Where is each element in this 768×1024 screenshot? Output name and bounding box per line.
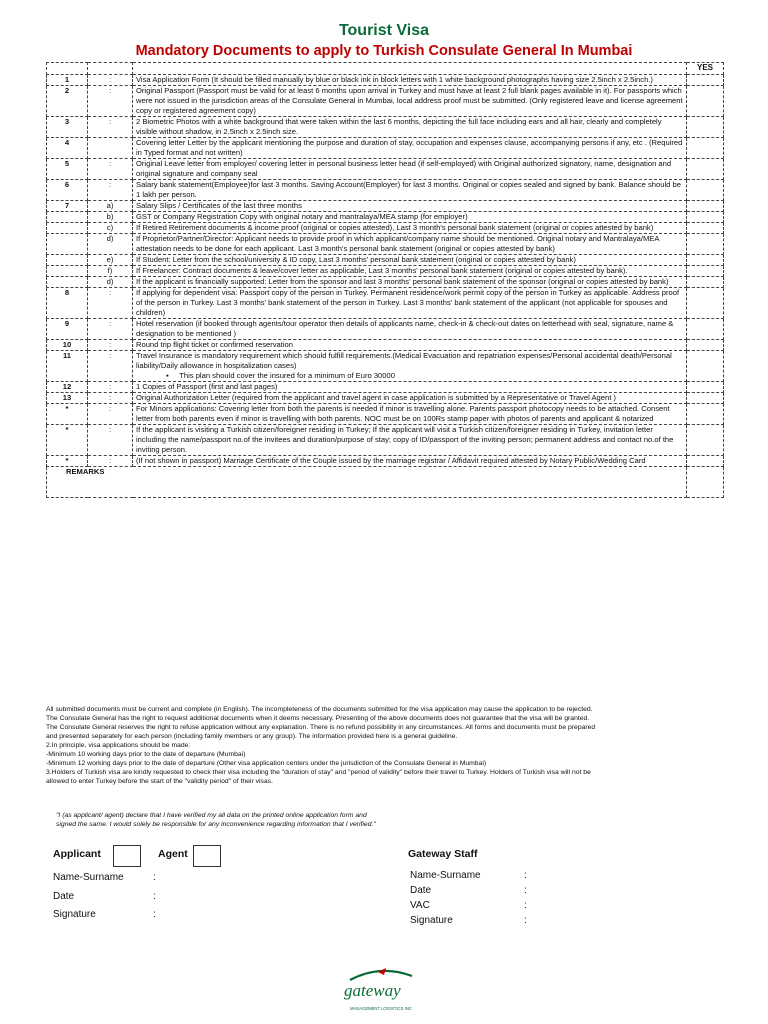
- row-number: [47, 276, 88, 287]
- gateway-logo: [320, 966, 440, 1016]
- note-line: allowed to enter Turkey before the start of the "validity period" of their visas.: [46, 777, 273, 785]
- requirement-text: If the applicant is financially supported: Letter from the sponsor and last 3 months' personal bank statement of the sponsor (original or copies attested by bank): [136, 276, 669, 286]
- requirement-text: 1 Copies of Passport (first and last pages): [136, 382, 278, 391]
- yes-checkbox-cell[interactable]: [687, 74, 724, 85]
- row-number: *: [47, 404, 88, 425]
- table-row: [47, 318, 724, 339]
- row-sub-index: f): [88, 265, 133, 276]
- table-row: [47, 276, 724, 287]
- remarks-label: REMARKS: [66, 467, 105, 477]
- requirement-text: If Retired Retirement documents & income proof (original or copies attested), Last 3 month's personal bank statement (original or copies attested by bank): [136, 222, 654, 232]
- row-sub-index: :: [88, 158, 133, 179]
- yes-checkbox-cell[interactable]: [687, 276, 724, 287]
- yes-checkbox-cell[interactable]: [687, 425, 724, 456]
- requirement-text: If Student: Letter from the school/university & ID copy, Last 3 months' personal bank statement (original or copies attested by bank): [136, 254, 576, 264]
- requirement-text: Visa Application Form (It should be filled manually by blue or black ink in block letters with 1 white background photographs having size 2.5inch x 2.5inch.): [136, 74, 653, 84]
- row-number: 11: [47, 350, 88, 381]
- row-number: [47, 233, 88, 254]
- row-sub-index: :: [88, 456, 133, 467]
- yes-checkbox-cell[interactable]: [687, 85, 724, 116]
- table-row: [47, 254, 724, 265]
- staff-name-surname-label: Name-Surname: [410, 870, 481, 881]
- requirement-text: Covering letter Letter by the applicant mentioning the purpose and duration of stay, occupation and expenses clause, accompanying persons if any, etc . (Required in Typed format and not written): [136, 137, 683, 157]
- table-row: [47, 137, 724, 158]
- table-row: [47, 265, 724, 276]
- colon: :: [153, 909, 156, 920]
- requirement-text: Salary bank statement(Employee)for last 3 months. Saving Account(Employer) for last 3 months. Original or copies sealed and signed by bank. Balance should be 1 lakh per person.: [136, 179, 681, 199]
- row-sub-index: :: [88, 425, 133, 456]
- yes-column-header: YES: [687, 63, 724, 75]
- row-requirement-text: [133, 222, 687, 233]
- staff-date-label: Date: [410, 885, 432, 896]
- row-sub-index: :: [88, 287, 133, 318]
- table-row: [47, 116, 724, 137]
- note-line: The Consulate General reserves the right to refuse application without any explanation. There is no refund possibility in any circumstances. All forms and documents must be prepared: [46, 723, 596, 731]
- yes-checkbox-cell[interactable]: [687, 137, 724, 158]
- table-row: [47, 158, 724, 179]
- row-requirement-text: [133, 233, 687, 254]
- row-requirement-text: [133, 339, 687, 350]
- yes-checkbox-cell[interactable]: [687, 404, 724, 425]
- yes-checkbox-cell[interactable]: [687, 179, 724, 200]
- note-line: -Minimum 12 working days prior to the date of departure (Other visa application centers under the jurisdiction of the Consulate General in Mumbai): [46, 759, 487, 767]
- table-row: [47, 222, 724, 233]
- yes-checkbox-cell[interactable]: [687, 393, 724, 404]
- requirement-text: Travel Insurance is mandatory requirement which should fulfill requirements.(Medical Evacuation and repatriation expenses/Personal accidental death/Personal liability/Daily allowance in hospitalization cases): [136, 350, 672, 370]
- row-requirement-text: [133, 74, 687, 85]
- bullet-text: This plan should cover the insured for a minimum of Euro 30000: [179, 370, 395, 380]
- requirement-text: If Freelancer: Contract documents & leave/cover letter as applicable, Last 3 months' personal bank statement (original or copies attested by bank).: [136, 265, 628, 275]
- row-sub-index: c): [88, 222, 133, 233]
- requirement-text: For Minors applications: Covering letter from both the parents is needed if minor is travelling alone. Parents passport photocopy needs to be attached. Consent letter from both parents even if minor is travelling with both parents. NOC must be on 100Rs stamp paper with photos of parents and applicant & notarized: [136, 404, 670, 424]
- note-line: All submitted documents must be current and complete (in English). The incompleteness of the documents submitted for the visa application may cause the application to be rejected.: [46, 706, 593, 713]
- remarks-row: [47, 467, 724, 498]
- row-number: 8: [47, 287, 88, 318]
- row-sub-index: :: [88, 179, 133, 200]
- row-sub-index: :: [88, 350, 133, 381]
- agent-checkbox[interactable]: [193, 845, 221, 867]
- table-row: [47, 339, 724, 350]
- table-row: [47, 211, 724, 222]
- row-number: *: [47, 456, 88, 467]
- row-requirement-text: [133, 85, 687, 116]
- page-subtitle: Mandatory Documents to apply to Turkish Consulate General In Mumbai: [135, 43, 633, 59]
- row-requirement-text: [133, 350, 687, 381]
- yes-checkbox-cell[interactable]: [687, 339, 724, 350]
- table-row: [47, 350, 724, 381]
- row-requirement-text: [133, 179, 687, 200]
- remarks-field[interactable]: [47, 467, 687, 498]
- table-row: [47, 233, 724, 254]
- note-line: 2.In principle, visa applications should be made:: [46, 741, 191, 749]
- applicant-date-label: Date: [53, 891, 75, 902]
- requirement-text: Original Authorization Letter (required from the applicant and travel agent in case application is submitted by a Representative or Travel Agent ): [136, 393, 616, 403]
- requirement-text: Hotel reservation (if booked through agents/tour operator then details of applicants name, check-in & check-out dates on letterhead with seal, signature, name & designation to be mentioned ): [136, 318, 674, 338]
- row-requirement-text: [133, 287, 687, 318]
- colon: :: [153, 872, 156, 883]
- colon: :: [524, 870, 527, 881]
- staff-signature-label: Signature: [410, 915, 453, 926]
- row-number: 7: [47, 200, 88, 211]
- yes-checkbox-cell[interactable]: [687, 254, 724, 265]
- staff-vac-label: VAC: [410, 900, 430, 911]
- row-number: 6: [47, 179, 88, 200]
- yes-checkbox-cell[interactable]: [687, 200, 724, 211]
- table-row: [47, 85, 724, 116]
- row-requirement-text: [133, 318, 687, 339]
- row-sub-index: :: [88, 74, 133, 85]
- row-sub-index: :: [88, 318, 133, 339]
- yes-checkbox-cell[interactable]: [687, 318, 724, 339]
- yes-checkbox-cell[interactable]: [687, 211, 724, 222]
- table-row: [47, 74, 724, 85]
- row-requirement-text: [133, 254, 687, 265]
- row-number: 13: [47, 393, 88, 404]
- logo-tagline: MANAGEMENT LOGISTICS INC: [350, 1006, 412, 1011]
- row-number: 3: [47, 116, 88, 137]
- row-sub-index: :: [88, 116, 133, 137]
- requirement-text: GST or Company Registration Copy with original notary and mantralaya/MEA stamp (for employer): [136, 211, 468, 221]
- row-sub-index: :: [88, 382, 133, 393]
- row-number: 1: [47, 74, 88, 85]
- yes-checkbox-cell[interactable]: [687, 265, 724, 276]
- row-number: 10: [47, 339, 88, 350]
- requirement-bullet: [136, 371, 683, 381]
- yes-checkbox-cell[interactable]: [687, 287, 724, 318]
- table-row: [47, 200, 724, 211]
- row-requirement-text: [133, 211, 687, 222]
- row-requirement-text: [133, 265, 687, 276]
- row-requirement-text: [133, 425, 687, 456]
- yes-checkbox-cell[interactable]: [687, 350, 724, 381]
- applicant-name-surname-label: Name-Surname: [53, 872, 124, 883]
- notes-section: [46, 706, 722, 787]
- row-number: 2: [47, 85, 88, 116]
- row-requirement-text: [133, 276, 687, 287]
- requirement-text: If the applicant is visiting a Turkish citizen/foreigner residing in Turkey; If the applicant will visit a Turkish citizen/foreigner residing in Turkey, invitation letter including the name/passport no.of the invitees and duration/purpose of stay; copy of ID/passport of the inviting person; permanent address and contact no.of the inviting person.: [136, 425, 674, 455]
- row-number: 12: [47, 382, 88, 393]
- requirement-text: Salary Slips / Certificates of the last three months: [136, 200, 302, 210]
- yes-checkbox-cell[interactable]: [687, 233, 724, 254]
- yes-checkbox-cell[interactable]: [687, 222, 724, 233]
- table-row: [47, 179, 724, 200]
- row-requirement-text: [133, 200, 687, 211]
- row-number: 5: [47, 158, 88, 179]
- row-sub-index: d): [88, 276, 133, 287]
- agent-label: Agent: [158, 848, 188, 860]
- requirements-table: [46, 62, 724, 498]
- applicant-checkbox[interactable]: [113, 845, 141, 867]
- page-title: Tourist Visa: [338, 22, 430, 39]
- row-number: 9: [47, 318, 88, 339]
- row-requirement-text: [133, 404, 687, 425]
- row-requirement-text: [133, 382, 687, 393]
- table-row: [47, 456, 724, 467]
- table-row: [47, 393, 724, 404]
- applicant-signature-label: Signature: [53, 909, 96, 920]
- row-number: 4: [47, 137, 88, 158]
- requirement-text: If Proprietor/Partner/Director: Applicant needs to provide proof in which applicant/company name should be mentioned. Original notary and Mantralaya/MEA attestation needs to be done for each applicant. Last 3 month's personal bank statement (original or copies attested by bank): [136, 233, 659, 253]
- row-sub-index: [88, 137, 133, 158]
- applicant-label: Applicant: [53, 848, 101, 860]
- row-sub-index: b): [88, 211, 133, 222]
- row-requirement-text: [133, 393, 687, 404]
- table-row: [47, 425, 724, 456]
- requirement-text: Original Leave letter from employer/ covering letter in personal business letter head (if self-employed) with Original authorized signatory, name, designation and original signature and company seal: [136, 158, 672, 178]
- row-requirement-text: [133, 137, 687, 158]
- yes-checkbox-cell[interactable]: [687, 158, 724, 179]
- row-sub-index: e): [88, 254, 133, 265]
- yes-checkbox-cell[interactable]: [687, 382, 724, 393]
- row-requirement-text: [133, 158, 687, 179]
- requirement-text: If applying for dependent visa: Passport copy of the person in Turkey. Permanent residence/work permit copy of the person in Turkey as applicable. Address proof of the person in Turkey. Last 3 months' bank statement of the person in Turkey. Last 3 months' bank statement of the applicant (not applicable for spouses and children): [136, 287, 680, 317]
- row-number: [47, 222, 88, 233]
- note-line: The Consulate General has the right to request additional documents when it deems necessary. Presenting of the above documents does not guarantee that the visa will be granted.: [46, 714, 590, 722]
- note-line: -Minimum 10 working days prior to the date of departure (Mumbai): [46, 750, 246, 758]
- note-line: 3.Holders of Turkish visa are kindly requested to check their visa including the "duration of stay" and "period of validity" before their travel to Turkey. Holders of Turkish visa will not be: [46, 768, 591, 776]
- declaration-text: "I (as applicant/ agent) declare that I have verified my all data on the printed online application form and signed the same. I would solely be responsible for any inconvenience regarding information that I verified.": [56, 812, 376, 828]
- row-sub-index: :: [88, 339, 133, 350]
- table-header-row: [47, 63, 724, 75]
- colon: :: [524, 915, 527, 926]
- table-row: [47, 287, 724, 318]
- row-sub-index: :: [88, 404, 133, 425]
- row-number: [47, 211, 88, 222]
- remarks-yes-cell[interactable]: [687, 467, 724, 498]
- bullet-icon: ▪: [166, 370, 180, 380]
- row-sub-index: :: [88, 393, 133, 404]
- colon: :: [524, 885, 527, 896]
- row-requirement-text: [133, 116, 687, 137]
- table-row: [47, 382, 724, 393]
- table-row: [47, 404, 724, 425]
- yes-checkbox-cell[interactable]: [687, 456, 724, 467]
- row-number: [47, 254, 88, 265]
- row-requirement-text: [133, 456, 687, 467]
- logo-wordmark: gateway: [344, 981, 401, 1000]
- gateway-staff-label: Gateway Staff: [408, 848, 478, 860]
- note-line: and presented separately for each person (including family members or any group). The information provided here is a general guideline.: [46, 732, 458, 740]
- row-sub-index: d): [88, 233, 133, 254]
- requirement-text: Round trip flight ticket or confirmed reservation: [136, 339, 294, 349]
- colon: :: [153, 891, 156, 902]
- row-sub-index: :: [88, 85, 133, 116]
- requirement-text: (If not shown in passport) Marriage Certificate of the Couple issued by the marriage registrar / Affidavit required attested by Notary Public/Wedding Card: [136, 456, 646, 466]
- requirement-text: 2 Biometric Photos with a white background that were taken within the last 6 months, depicting the full face including ears and all hair, clearly and completely visible without shadow, in 2.5inch x 2.5inch size.: [136, 116, 662, 136]
- row-number: *: [47, 425, 88, 456]
- yes-checkbox-cell[interactable]: [687, 116, 724, 137]
- colon: :: [524, 900, 527, 911]
- row-sub-index: a): [88, 200, 133, 211]
- row-number: [47, 265, 88, 276]
- requirement-text: Original Passport (Passport must be valid for at least 6 months upon arrival in Turkey and must have at least 2 full blank pages available in it). For passports which were not issued in the jurisdiction areas of the Consulate General in Mumbai, local address proof must be submitted. (Only registered leave and license agreement copy or registered agreement copy): [136, 85, 683, 115]
